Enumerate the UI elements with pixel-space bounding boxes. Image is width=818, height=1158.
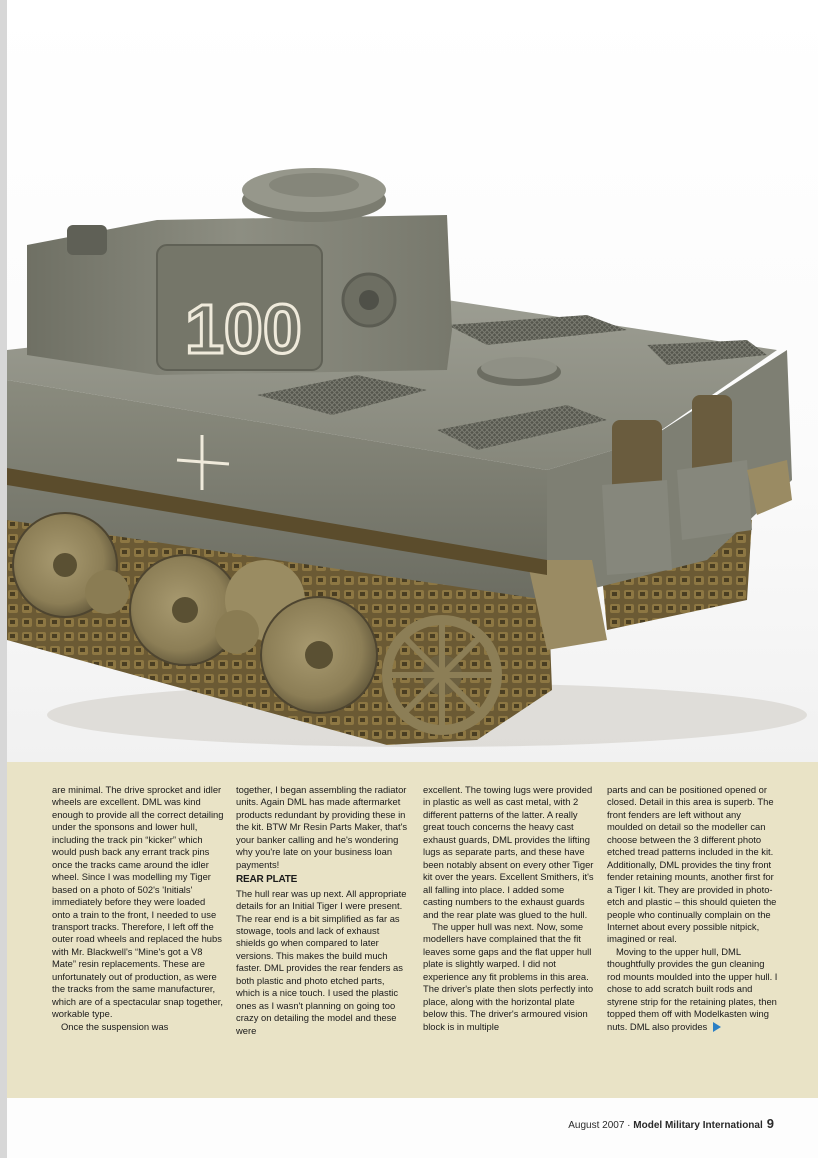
page-number: 9	[766, 1116, 774, 1131]
footer-publication: Model Military International	[633, 1120, 763, 1131]
column-2-paragraph-2: The hull rear was up next. All appropriate details for an Initial Tiger I were present. The rear end is a bit simplified as far as stowage, tools and lack of exhaust shields go when compared to later versions. This makes the build much faster. DML provides the rear fenders as both plastic and photo etched parts, which is a nice touch. I used the plastic ones as I wasn't planning on going too crazy on detailing the model and these were	[236, 887, 407, 1036]
page-edge-shadow	[0, 0, 7, 1158]
footer-date: August 2007	[568, 1120, 625, 1131]
column-4-paragraph-2	[607, 946, 779, 1033]
article-column-4	[607, 784, 779, 1033]
column-1-paragraph-2: Once the suspension was	[61, 1020, 169, 1032]
tiger-tank-model-photo	[7, 0, 818, 762]
article-column-1	[52, 784, 224, 1033]
footer-separator: ·	[624, 1120, 634, 1131]
column-4-paragraph-1: parts and can be positioned opened or closed. Detail in this area is superb. The front fenders are left without any moulded on detail so the modeller can choose between the 3 different photo etched tread patterns included in the kit. Additionally, DML provides the tiny front fender retaining mounts, another first for a Tiger I kit. They are provided in photo-etch and plastic – this should quieten the people who continually complain on the Internet about every possible nitpick, imagined or real.	[607, 784, 777, 945]
column-3-paragraph-1: excellent. The towing lugs were provided in plastic as well as cast metal, with 2 different patterns of the latter. A really great touch concerns the heavy cast exhaust guards, DML provides the lifting lugs as separate parts, and these have been notably absent on every other Tiger kit over the years. Excellent Smithers, it's all falling into place. I added some casting numbers to the exhaust guards and the rear plate was glued to the hull.	[423, 784, 594, 920]
page-footer	[568, 1116, 774, 1131]
article-column-3	[423, 784, 595, 1033]
tank-illustration	[7, 0, 818, 762]
column-1-paragraph-1: are minimal. The drive sprocket and idler wheels are excellent. DML was kind enough to provide all the correct detailing under the sponsons and lower hull, including the track pin “kicker” which would push back any errant track pins once the tracks came around the idler wheel. Since I was modelling my Tiger based on a photo of 502's 'Initials' immediately before they were loaded onto a train to the front, I needed to use transport tracks. Therefore, I left off the outer road wheels and replaced the hubs with Mr. Blackwell's “Mine's got a V8 Mate” resin replacements. These are unfortunately out of production, as were the tracks from the same manufacturer, which are of a spectacular snap together, workable type.	[52, 784, 224, 1020]
column-2-paragraph-1: together, I began assembling the radiator units. Again DML has made aftermarket products redundant by providing these in the kit. BTW Mr Resin Parts Maker, that's your banker calling and he's wondering why you're late on your business loan payments!	[236, 784, 408, 870]
continue-arrow-icon	[713, 1022, 721, 1032]
article-column-2	[236, 784, 408, 1037]
turret-number: 100	[185, 290, 302, 368]
column-3-paragraph-2: The upper hull was next. Now, some modellers have complained that the fit leaves some gaps and the flat upper hull plate is slightly warped. I did not experience any fit problems in this area. The driver's plate then slots perfectly into place, along with the horizontal plate below this. The driver's armoured vision block is in multiple	[423, 920, 594, 1032]
column-4-paragraph-2-text: Moving to the upper hull, DML thoughtfully provides the gun cleaning rod mounts moulded into the upper hull. I chose to add scratch built rods and styrene strip for the retaining plates, then topped them off with Modelkasten wing nuts. DML also provides	[607, 945, 778, 1032]
section-heading-rear-plate: REAR PLATE	[236, 874, 298, 886]
